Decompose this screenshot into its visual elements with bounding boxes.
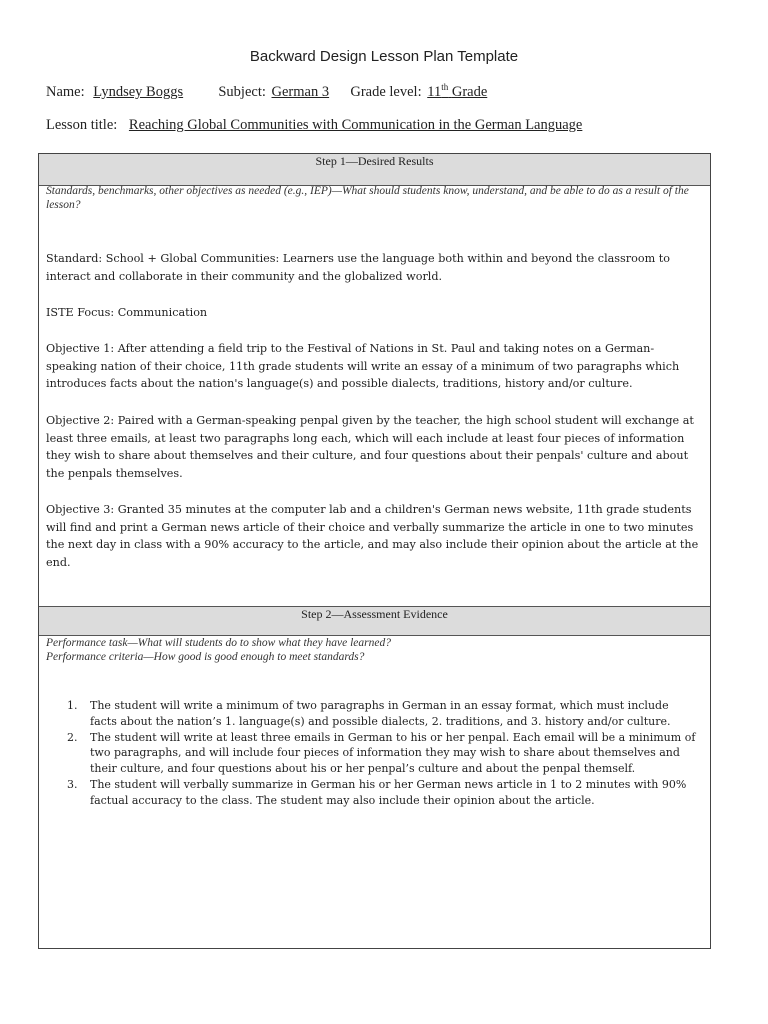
list-item-text: The student will write a minimum of two paragraphs in German in an essay format, which must include facts about the nation’s 1. language(s) and possible dialects, 2. traditions, and 3. history and/or culture. bbox=[90, 699, 671, 728]
subject-value: German 3 bbox=[271, 83, 330, 100]
standard-text: Standard: School + Global Communities: Learners use the language both within and beyond the classroom to interact and collaborate in their community and the globalized world. bbox=[46, 252, 671, 283]
lesson-title-label: Lesson title: bbox=[46, 117, 118, 133]
performance-criteria-prompt: Performance criteria—How good is good enough to meet standards? bbox=[46, 650, 365, 663]
grade-value bbox=[427, 84, 487, 100]
step2-prompt bbox=[46, 637, 701, 664]
lesson-title-line bbox=[46, 117, 582, 134]
document-title: Backward Design Lesson Plan Template bbox=[249, 48, 519, 65]
list-item-text: The student will verbally summarize in German his or her German news article in 1 to 2 minutes with 90% factual accuracy to the class. The student may also include their opinion about the article. bbox=[90, 777, 687, 807]
grade-suffix: th bbox=[441, 82, 449, 92]
grade-number: 11 bbox=[427, 83, 442, 100]
list-item bbox=[67, 777, 697, 809]
list-item-number: 2. bbox=[67, 730, 78, 744]
list-item bbox=[67, 730, 697, 777]
lesson-plan-table bbox=[38, 153, 711, 949]
step2-heading: Step 2—Assessment Evidence bbox=[39, 606, 710, 636]
list-item bbox=[67, 698, 697, 730]
iste-focus-text: ISTE Focus: Communication bbox=[46, 306, 208, 319]
performance-task-prompt: Performance task—What will students do to show what they have learned? bbox=[46, 637, 391, 649]
objective-3-text: Objective 3: Granted 35 minutes at the computer lab and a children's German news website, 11th grade students will find and print a German news article of their choice and verbally summarize the article in one to two minutes the next day in class with a 90% accuracy to the article, and may also include their opinion about the article at the end. bbox=[46, 503, 699, 569]
objective-2-text: Objective 2: Paired with a German-speaking penpal given by the teacher, the high school student will exchange at least three emails, at least two paragraphs long each, which will each include at least four pieces of information they wish to share about themselves and their culture, and four questions about their penpals' culture and about the penpals themselves. bbox=[46, 414, 694, 480]
grade-word: Grade bbox=[451, 83, 488, 100]
list-item-number: 1. bbox=[67, 699, 78, 712]
name-value: Lyndsey Boggs bbox=[93, 83, 184, 100]
header-info-line bbox=[46, 82, 487, 101]
objective-1-text: Objective 1: After attending a field trip to the Festival of Nations in St. Paul and taking notes on a German-speaking nation of their choice, 11th grade students will write an essay of a minimum of two paragraphs which introduces facts about the nation's language(s) and possible dialects, traditions, history and/or culture. bbox=[46, 342, 680, 391]
name-label: Name: bbox=[46, 83, 85, 100]
step1-prompt: Standards, benchmarks, other objectives as needed (e.g., IEP)—What should students know, understand, and be able to do as a result of the lesson? bbox=[46, 185, 689, 211]
list-item-text: The student will write at least three emails in German to his or her penpal. Each email will be a minimum of two paragraphs, and will include four pieces of information they may wish to share about themselves and their culture, and four questions about his or her penpal’s culture and about the penpal themself. bbox=[90, 730, 696, 776]
lesson-title-value: Reaching Global Communities with Communication in the German Language bbox=[128, 117, 583, 133]
step1-heading: Step 1—Desired Results bbox=[39, 154, 710, 186]
grade-label: Grade level: bbox=[350, 83, 422, 100]
subject-label: Subject: bbox=[218, 83, 266, 100]
list-item-number: 3. bbox=[67, 777, 78, 791]
assessment-list bbox=[67, 698, 697, 809]
